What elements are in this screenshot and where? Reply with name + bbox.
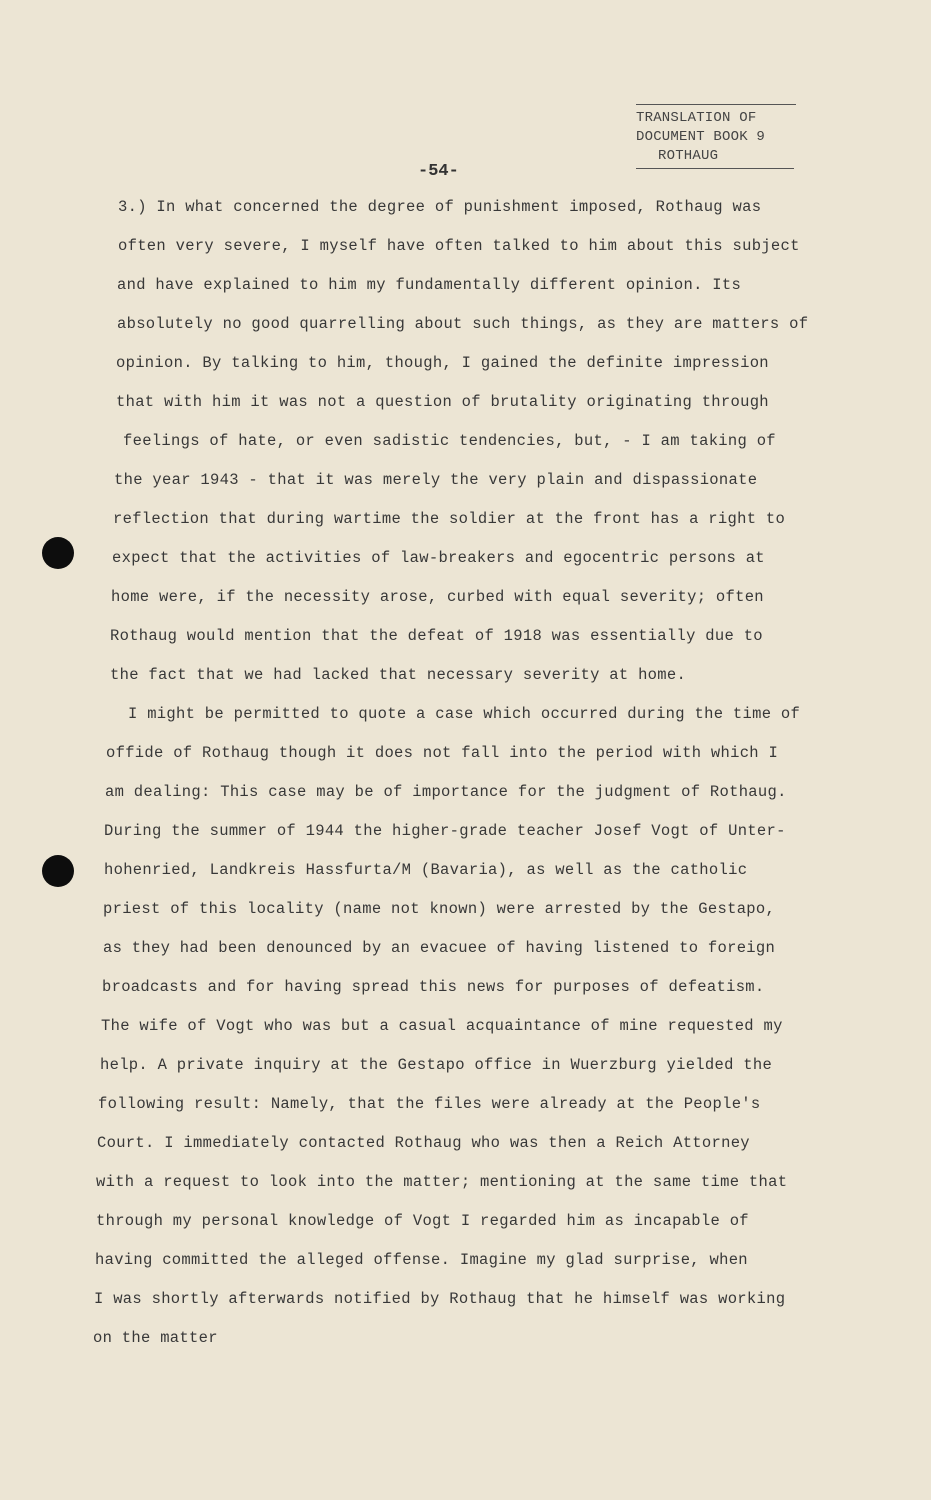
text-line: During the summer of 1944 the higher-grade teacher Josef Vogt of Unter- <box>104 822 786 840</box>
text-line: home were, if the necessity arose, curbed with equal severity; often <box>111 588 764 606</box>
text-line: that with him it was not a question of brutality originating through <box>116 393 769 411</box>
header-line-1: TRANSLATION OF <box>636 110 757 126</box>
text-line: as they had been denounced by an evacuee of having listened to foreign <box>103 939 776 957</box>
text-line: opinion. By talking to him, though, I gained the definite impression <box>116 354 769 372</box>
text-line: The wife of Vogt who was but a casual acquaintance of mine requested my <box>101 1017 783 1035</box>
text-line: absolutely no good quarrelling about such things, as they are matters of <box>117 315 809 333</box>
text-line: 3.) In what concerned the degree of punishment imposed, Rothaug was <box>118 198 762 216</box>
text-line: with a request to look into the matter; mentioning at the same time that <box>96 1173 788 1191</box>
text-line: having committed the alleged offense. Imagine my glad surprise, when <box>95 1251 748 1269</box>
text-line: priest of this locality (name not known) were arrested by the Gestapo, <box>103 900 776 918</box>
text-line: Rothaug would mention that the defeat of 1918 was essentially due to <box>110 627 763 645</box>
text-line: following result: Namely, that the files were already at the People's <box>98 1095 761 1113</box>
text-line: on the matter <box>93 1329 218 1347</box>
text-line: expect that the activities of law-breakers and egocentric persons at <box>112 549 765 567</box>
text-line: the fact that we had lacked that necessary severity at home. <box>110 666 687 684</box>
text-line: reflection that during wartime the soldier at the front has a right to <box>113 510 786 528</box>
header-line-2: DOCUMENT BOOK 9 <box>636 129 766 145</box>
text-line: I might be permitted to quote a case which occurred during the time of <box>128 705 801 723</box>
text-line: broadcasts and for having spread this news for purposes of defeatism. <box>102 978 765 996</box>
text-line: feelings of hate, or even sadistic tendencies, but, - I am taking of <box>123 432 776 450</box>
text-line: I was shortly afterwards notified by Rothaug that he himself was working <box>94 1290 786 1308</box>
text-line: help. A private inquiry at the Gestapo office in Wuerzburg yielded the <box>100 1056 773 1074</box>
text-line: am dealing: This case may be of importance for the judgment of Rothaug. <box>105 783 787 801</box>
page-number: -54- <box>418 162 459 181</box>
text-line: and have explained to him my fundamentally different opinion. Its <box>117 276 742 294</box>
text-line: offide of Rothaug though it does not fall into the period with which I <box>106 744 779 762</box>
header-line-3: ROTHAUG <box>636 147 794 169</box>
text-line: through my personal knowledge of Vogt I regarded him as incapable of <box>96 1212 749 1230</box>
text-line: often very severe, I myself have often talked to him about this subject <box>118 237 800 255</box>
text-line: Court. I immediately contacted Rothaug who was then a Reich Attorney <box>97 1134 750 1152</box>
text-line: hohenried, Landkreis Hassfurta/M (Bavaria), as well as the catholic <box>104 861 748 879</box>
text-line: the year 1943 - that it was merely the very plain and dispassionate <box>114 471 758 489</box>
